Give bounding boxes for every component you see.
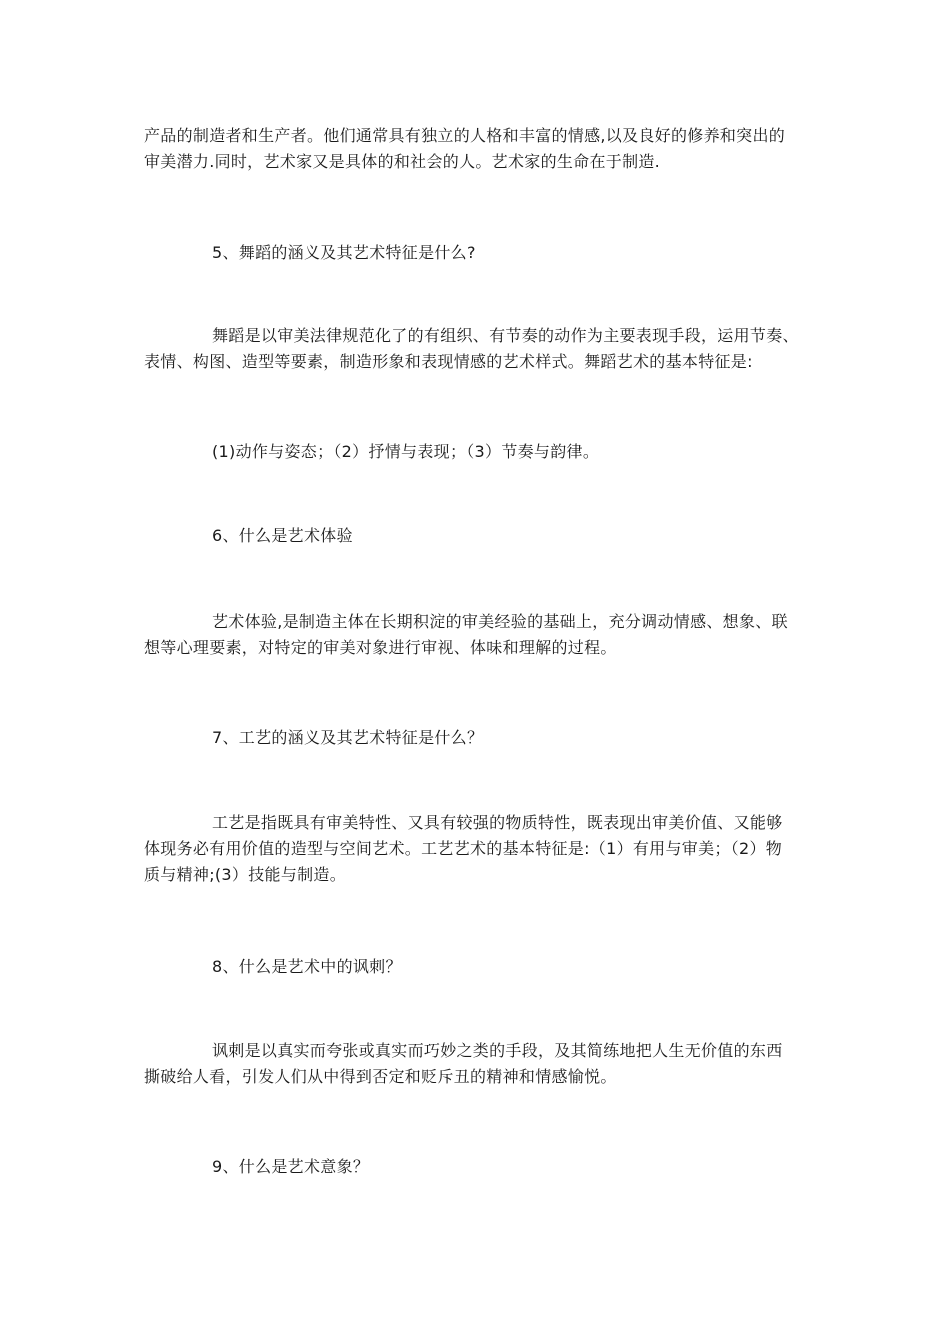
question-heading-9: [144, 1154, 808, 1180]
text-line: 表情、构图、造型等要素，制造形象和表现情感的艺术样式。舞蹈艺术的基本特征是:: [144, 352, 753, 371]
answer-paragraph-6: [144, 609, 808, 661]
text-line: 撕破给人看，引发人们从中得到否定和贬斥丑的精神和情感愉悦。: [144, 1067, 617, 1086]
answer-paragraph-8: [144, 1038, 808, 1090]
text-line: 工艺是指既具有审美特性、又具有较强的物质特性，既表现出审美价值、又能够: [212, 813, 783, 832]
heading-text: 8、什么是艺术中的讽刺？: [212, 957, 402, 976]
question-heading-5: [144, 240, 808, 266]
text-line: 艺术体验,是制造主体在长期积淀的审美经验的基础上，充分调动情感、想象、联: [212, 612, 788, 631]
heading-text: 7、工艺的涵义及其艺术特征是什么？: [212, 728, 484, 747]
text-line: 审美潜力.同时，艺术家又是具体的和社会的人。艺术家的生命在于制造.: [144, 152, 661, 171]
text-line: 产品的制造者和生产者。他们通常具有独立的人格和丰富的情感,以及良好的修养和突出的: [144, 126, 786, 145]
text-line: 想等心理要素，对特定的审美对象进行审视、体味和理解的过程。: [144, 638, 617, 657]
answer-list-5: [144, 439, 808, 465]
body-paragraph-artist-continuation: [144, 123, 808, 175]
heading-text: 6、什么是艺术体验: [212, 526, 353, 545]
question-heading-8: [144, 954, 808, 980]
heading-text: 9、什么是艺术意象？: [212, 1157, 370, 1176]
heading-text: 5、舞蹈的涵义及其艺术特征是什么?: [212, 243, 476, 262]
answer-paragraph-5: [144, 323, 808, 375]
question-heading-6: [144, 523, 808, 549]
text-line: 舞蹈是以审美法律规范化了的有组织、有节奏的动作为主要表现手段，运用节奏、: [212, 326, 799, 345]
question-heading-7: [144, 725, 808, 751]
answer-paragraph-7: [144, 810, 808, 888]
text-line: (1)动作与姿态；（2）抒情与表现；（3）节奏与韵律。: [212, 442, 600, 461]
text-line: 讽刺是以真实而夸张或真实而巧妙之类的手段，及其简练地把人生无价值的东西: [212, 1041, 783, 1060]
text-line: 质与精神;(3）技能与制造。: [144, 865, 347, 884]
text-line: 体现务必有用价值的造型与空间艺术。工艺艺术的基本特征是:（1）有用与审美；（2）物: [144, 839, 783, 858]
